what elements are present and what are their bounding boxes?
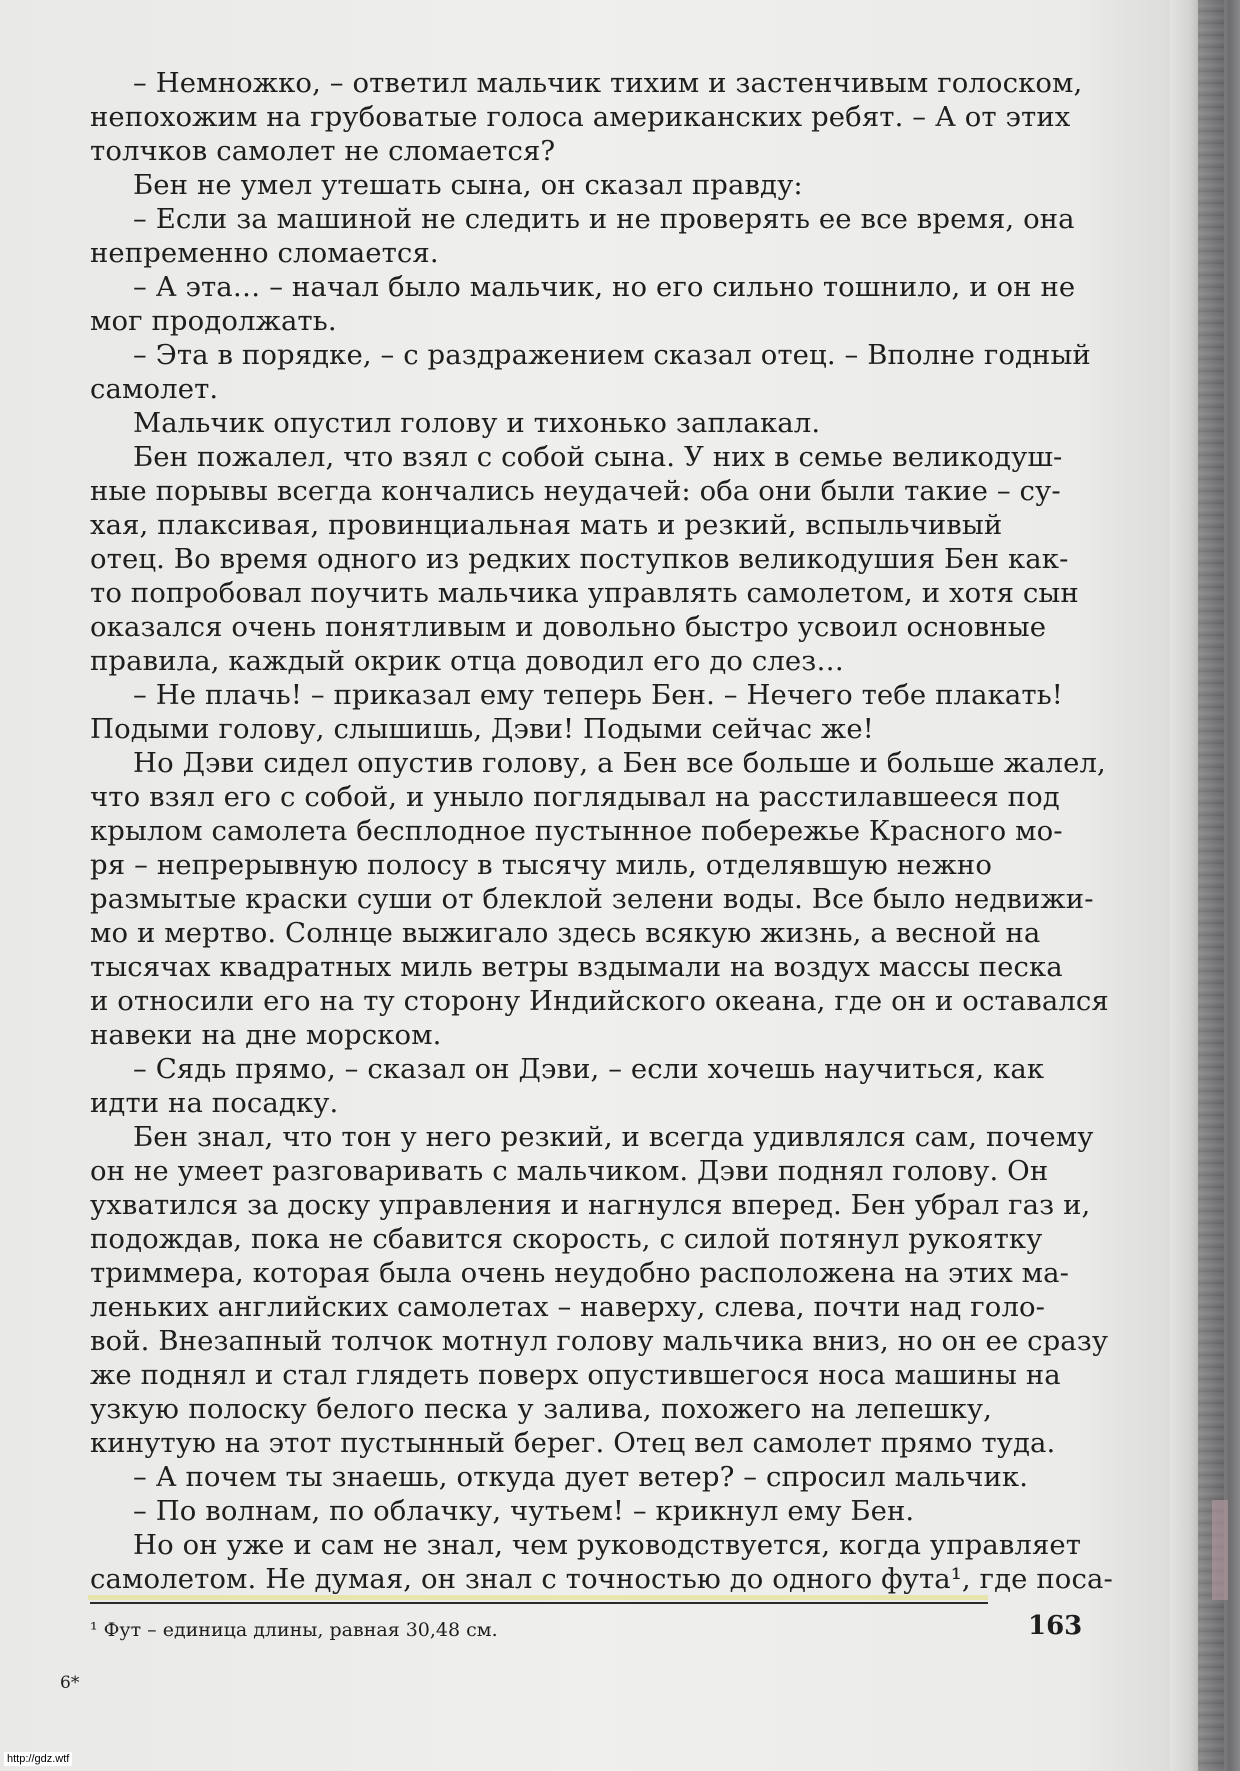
book-spine-mark [1212,1500,1228,1600]
text-line: правила, каждый окрик отца доводил его до слез… [90,645,845,677]
highlighter-mark [88,1595,988,1600]
text-line: – Эта в порядке, – с раздражением сказал отец. – Вполне годный [133,339,1091,371]
text-line: Мальчик опустил голову и тихонько заплакал. [133,407,821,439]
text-line: же поднял и стал глядеть поверх опустившегося носа машины на [90,1359,1061,1391]
text-line: крылом самолета бесплодное пустынное побережье Красного мо- [90,815,1063,847]
text-line: – Если за машиной не следить и не проверять ее все время, она [133,203,1075,235]
text-line: идти на посадку. [90,1087,339,1119]
text-line: он не умеет разговаривать с мальчиком. Дэви поднял голову. Он [90,1155,1049,1187]
text-line: толчков самолет не сломается? [90,135,556,167]
text-line: – Не плачь! – приказал ему теперь Бен. – Нечего тебе плакать! [133,679,1063,711]
text-line: ухватился за доску управления и нагнулся вперед. Бен убрал газ и, [90,1189,1091,1221]
text-line: ные порывы всегда кончались неудачей: оба они были такие – су- [90,475,1061,507]
text-line: размытые краски суши от блеклой зелени воды. Все было недвижи- [90,883,1094,915]
text-line: хая, плаксивая, провинциальная мать и резкий, вспыльчивый [90,509,1003,541]
page-number: 163 [1028,1611,1083,1641]
text-line: – Сядь прямо, – сказал он Дэви, – если хочешь научиться, как [133,1053,1045,1085]
text-line: Бен пожалел, что взял с собой сына. У них в семье великодуш- [133,441,1063,473]
printer-signature: 6* [60,1673,80,1693]
text-line: тысячах квадратных миль ветры вздымали на воздух массы песка [90,951,1063,983]
text-line: Бен знал, что тон у него резкий, и всегда удивлялся сам, почему [133,1121,1094,1153]
text-line: Но Дэви сидел опустив голову, а Бен все больше и больше жалел, [133,747,1106,779]
footnote-divider [90,1602,988,1604]
text-line: вой. Внезапный толчок мотнул голову мальчика вниз, но он ее сразу [90,1325,1109,1357]
source-watermark[interactable]: http://gdz.wtf [4,1752,72,1766]
text-line: оказался очень понятливым и довольно быстро усвоил основные [90,611,1047,643]
text-line: то попробовал поучить мальчика управлять самолетом, и хотя сын [90,577,1079,609]
text-line: самолет. [90,373,219,405]
text-line: ря – непрерывную полосу в тысячу миль, отделявшую нежно [90,849,992,881]
text-line: – Немножко, – ответил мальчик тихим и застенчивым голоском, [133,67,1083,99]
text-line: что взял его с собой, и уныло поглядывал на расстилавшееся под [90,781,1060,813]
text-line: навеки на дне морском. [90,1019,442,1051]
text-line: кинутую на этот пустынный берег. Отец вел самолет прямо туда. [90,1427,1056,1459]
text-line: мог продолжать. [90,305,337,337]
text-line: – По волнам, по облачку, чутьем! – крикнул ему Бен. [133,1495,915,1527]
text-line: и относили его на ту сторону Индийского океана, где он и оставался [90,985,1109,1017]
text-line: подождав, пока не сбавится скорость, с силой потянул рукоятку [90,1223,1043,1255]
text-line: отец. Во время одного из редких поступков великодушия Бен как- [90,543,1069,575]
text-line: – А почем ты знаешь, откуда дует ветер? – спросил мальчик. [133,1461,1029,1493]
text-line: триммера, которая была очень неудобно расположена на этих ма- [90,1257,1070,1289]
text-line: мо и мертво. Солнце выжигало здесь всякую жизнь, а весной на [90,917,1041,949]
text-line: Подыми голову, слышишь, Дэви! Подыми сейчас же! [90,713,874,745]
text-line: самолетом. Не думая, он знал с точностью до одного фута¹, где поса- [90,1563,1113,1595]
text-line: узкую полоску белого песка у залива, похожего на лепешку, [90,1393,992,1425]
text-line: Но он уже и сам не знал, чем руководствуется, когда управляет [133,1529,1082,1561]
text-line: Бен не умел утешать сына, он сказал правду: [133,169,803,201]
footnote: ¹ Фут – единица длины, равная 30,48 см. [90,1619,498,1641]
text-line: – А эта… – начал было мальчик, но его сильно тошнило, и он не [133,271,1076,303]
text-line: леньких английских самолетах – наверху, слева, почти над голо- [90,1291,1046,1323]
text-line: непременно сломается. [90,237,439,269]
text-line: непохожим на грубоватые голоса американских ребят. – А от этих [90,101,1071,133]
